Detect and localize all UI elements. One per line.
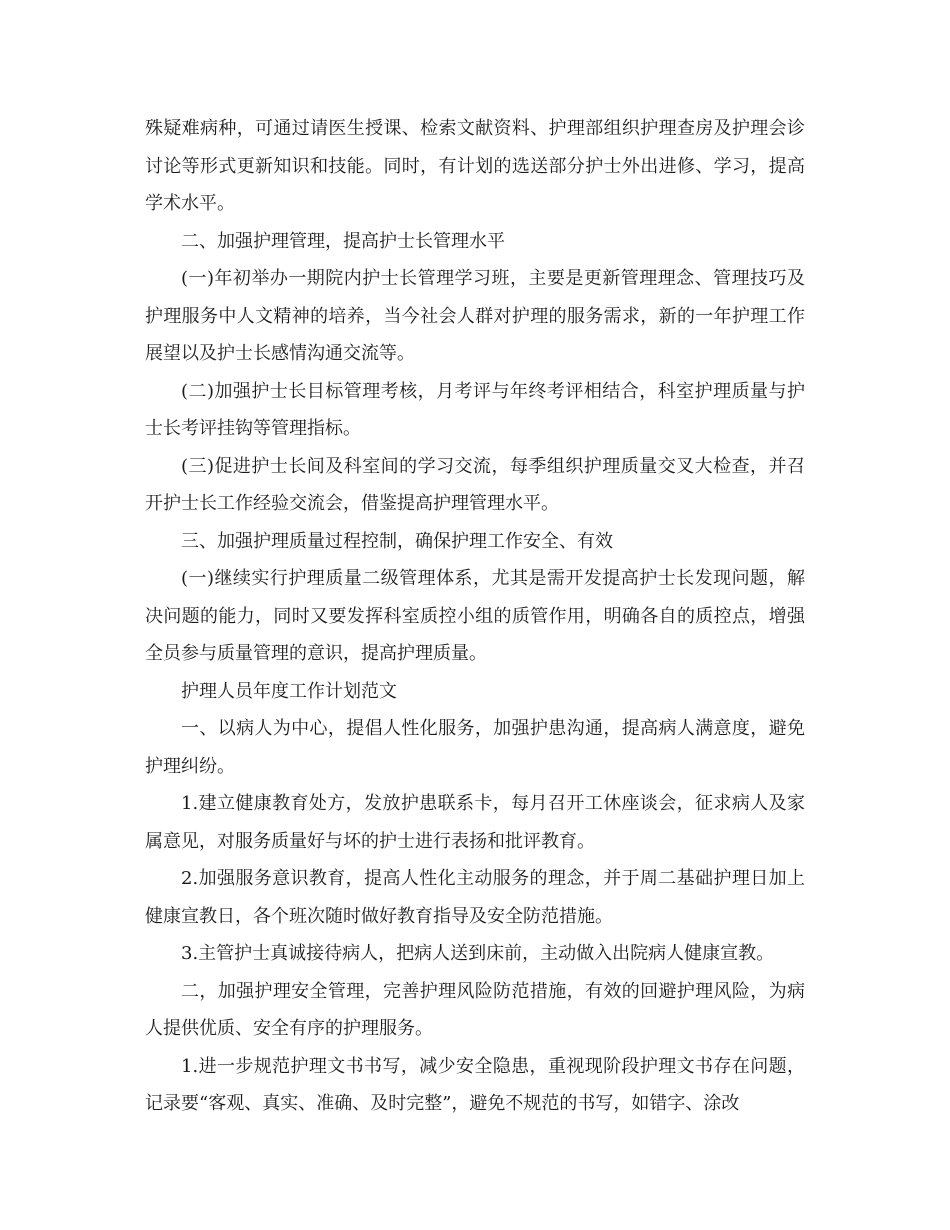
list-item: 2.加强服务意识教育，提高人性化主动服务的理念，并于周二基础护理日加上健康宣教日，各个班次随时做好教育指导及安全防范措施。 xyxy=(145,868,805,927)
paragraph: (三)促进护士长间及科室间的学习交流，每季组织护理质量交叉大检查，并召开护士长工作经验交流会，借鉴提高护理管理水平。 xyxy=(145,455,805,514)
document-subtitle: 护理人员年度工作计划范文 xyxy=(181,680,397,702)
section-heading: 三、加强护理质量过程控制，确保护理工作安全、有效 xyxy=(181,530,613,552)
paragraph: 殊疑难病种，可通过请医生授课、检索文献资料、护理部组织护理查房及护理会诊讨论等形式更新知识和技能。同时，有计划的选送部分护士外出进修、学习，提高学术水平。 xyxy=(145,118,805,214)
section-heading: 二、加强护理管理，提高护士长管理水平 xyxy=(181,230,505,252)
list-item: 1.建立健康教育处方，发放护患联系卡，每月召开工休座谈会，征求病人及家属意见，对服务质量好与坏的护士进行表扬和批评教育。 xyxy=(145,793,805,852)
section-heading: 二，加强护理安全管理，完善护理风险防范措施，有效的回避护理风险，为病人提供优质、安全有序的护理服务。 xyxy=(145,980,805,1039)
list-item: 3.主管护士真诚接待病人，把病人送到床前，主动做入出院病人健康宣教。 xyxy=(181,943,775,964)
paragraph: (一)年初举办一期院内护士长管理学习班，主要是更新管理理念、管理技巧及护理服务中人文精神的培养，当今社会人群对护理的服务需求，新的一年护理工作展望以及护士长感情沟通交流等。 xyxy=(145,268,805,364)
section-heading: 一、以病人为中心，提倡人性化服务，加强护患沟通，提高病人满意度，避免护理纠纷。 xyxy=(145,718,805,777)
paragraph: (一)继续实行护理质量二级管理体系，尤其是需开发提高护士长发现问题，解决问题的能力，同时又要发挥科室质控小组的质管作用，明确各自的质控点，增强全员参与质量管理的意识，提高护理质量。 xyxy=(145,568,805,664)
paragraph: (二)加强护士长目标管理考核，月考评与年终考评相结合，科室护理质量与护士长考评挂钩等管理指标。 xyxy=(145,380,805,439)
list-item: 1.进一步规范护理文书书写，减少安全隐患，重视现阶段护理文书存在问题，记录要“客观、真实、准确、及时完整”，避免不规范的书写，如错字、涂改 xyxy=(145,1055,805,1114)
document-body xyxy=(145,110,805,1123)
